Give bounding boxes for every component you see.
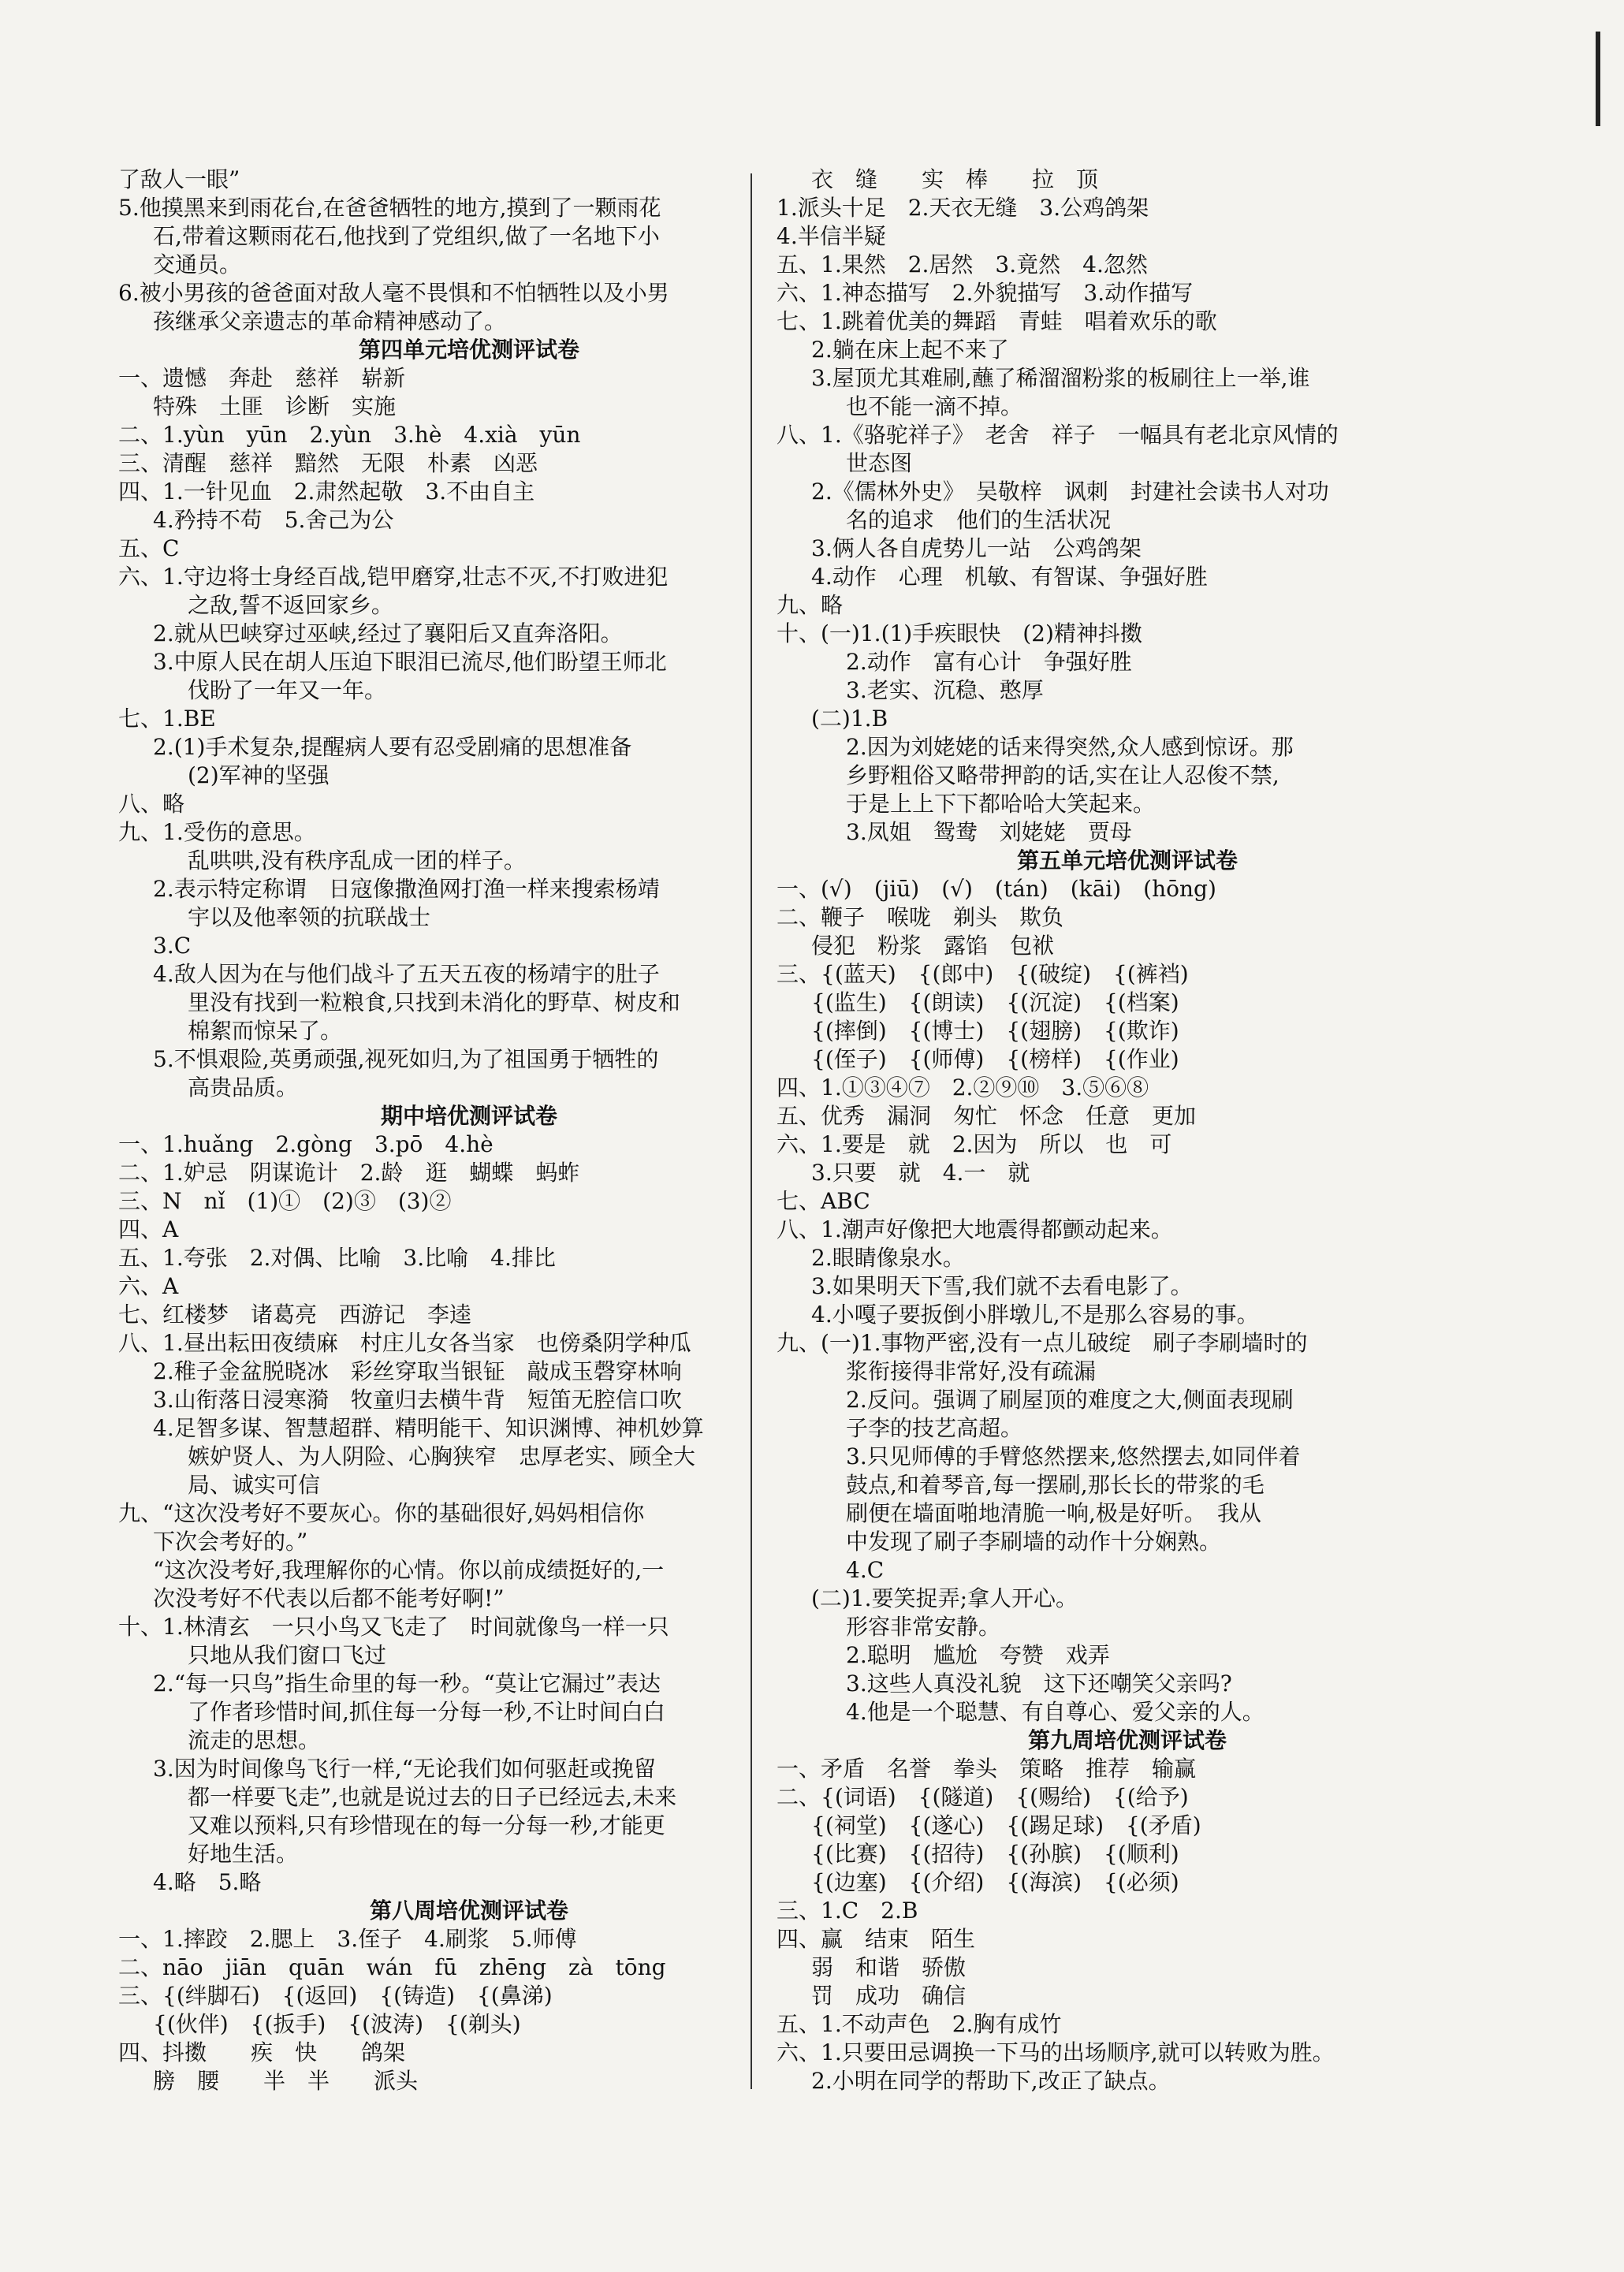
answer-line: 六、1.要是 就 2.因为 所以 也 可 bbox=[777, 1131, 1172, 1157]
answer-line: 六、1.只要田忌调换一下马的出场顺序,就可以转败为胜。 bbox=[777, 2039, 1335, 2065]
answer-line: 宇以及他率领的抗联战士 bbox=[188, 904, 431, 930]
answer-line: 2.聪明 尴尬 夸赞 戏弄 bbox=[846, 1642, 1110, 1668]
answer-line: 了作者珍惜时间,抓住每一分每一秒,不让时间白白 bbox=[188, 1699, 665, 1725]
answer-line: 4.略 5.略 bbox=[153, 1869, 262, 1895]
answer-line: 局、诚实可信 bbox=[188, 1472, 321, 1498]
answer-line: 1.派头十足 2.天衣无缝 3.公鸡鸽架 bbox=[777, 195, 1149, 221]
answer-line: 3.屋顶尤其难刷,蘸了稀溜溜粉浆的板刷往上一举,谁 bbox=[811, 365, 1310, 391]
answer-line: 高贵品质。 bbox=[188, 1075, 299, 1101]
answer-line: 八、略 bbox=[118, 791, 185, 817]
answer-line: 3.因为时间像鸟飞行一样,“无论我们如何驱赶或挽留 bbox=[153, 1756, 656, 1782]
answer-line: 4.半信半疑 bbox=[777, 223, 886, 249]
answer-line: 五、C bbox=[118, 535, 180, 561]
answer-line: 九、“这次没考好不要灰心。你的基础很好,妈妈相信你 bbox=[118, 1500, 645, 1526]
answer-line: 4.敌人因为在与他们战斗了五天五夜的杨靖宇的肚子 bbox=[153, 961, 660, 987]
answer-line: 6.被小男孩的爸爸面对敌人毫不畏惧和不怕牺牲以及小男 bbox=[118, 280, 669, 306]
answer-line: 九、略 bbox=[777, 592, 844, 618]
answer-line: 只地从我们窗口飞过 bbox=[188, 1642, 387, 1668]
answer-line: 二、1.妒忌 阴谋诡计 2.龄 逛 蝴蝶 蚂蚱 bbox=[118, 1160, 580, 1186]
answer-line: 4.矜持不苟 5.舍己为公 bbox=[153, 507, 394, 533]
answer-line: 七、红楼梦 诸葛亮 西游记 李逵 bbox=[118, 1302, 472, 1328]
answer-line: 一、1.huǎng 2.gòng 3.pō 4.hè bbox=[118, 1131, 494, 1157]
answer-line: 2.躺在床上起不来了 bbox=[811, 337, 1009, 363]
answer-line: 4.小嘎子要扳倒小胖墩儿,不是那么容易的事。 bbox=[811, 1302, 1259, 1328]
answer-line: 五、1.夸张 2.对偶、比喻 3.比喻 4.排比 bbox=[118, 1245, 556, 1271]
answer-line: 三、清醒 慈祥 黯然 无限 朴素 凶恶 bbox=[118, 450, 538, 476]
answer-line: 四、1.一针见血 2.肃然起敬 3.不由自主 bbox=[118, 479, 535, 505]
answer-line: 三、1.C 2.B bbox=[777, 1898, 918, 1924]
answer-line: 形容非常安静。 bbox=[846, 1614, 1001, 1640]
answer-line: 九、1.受伤的意思。 bbox=[118, 819, 316, 845]
answer-line: 又难以预料,只有珍惜现在的每一分每一秒,才能更 bbox=[188, 1812, 665, 1838]
answer-line: 十、1.林清玄 一只小鸟又飞走了 时间就像鸟一样一只 bbox=[118, 1614, 669, 1640]
answer-line: 也不能一滴不掉。 bbox=[846, 393, 1023, 419]
answer-line: 名的追求 他们的生活状况 bbox=[846, 507, 1112, 533]
answer-line: (2)军神的坚强 bbox=[188, 762, 330, 788]
answer-line: 弱 和谐 骄傲 bbox=[811, 1954, 967, 1980]
answer-line: 浆衔接得非常好,没有疏漏 bbox=[846, 1358, 1096, 1384]
answer-line: 2.“每一只鸟”指生命里的每一秒。“莫让它漏过”表达 bbox=[153, 1670, 661, 1697]
answer-line: 5.他摸黑来到雨花台,在爸爸牺牲的地方,摸到了一颗雨花 bbox=[118, 195, 661, 221]
answer-line: 五、1.果然 2.居然 3.竟然 4.忽然 bbox=[777, 251, 1148, 277]
answer-line: 2.(1)手术复杂,提醒病人要有忍受剧痛的思想准备 bbox=[153, 734, 632, 760]
answer-line: 五、1.不动声色 2.胸有成竹 bbox=[777, 2011, 1062, 2037]
answer-line: 3.俩人各自虎势儿一站 公鸡鸽架 bbox=[811, 535, 1142, 561]
section-title: 第四单元培优测评试卷 bbox=[358, 337, 579, 363]
answer-line: 流走的思想。 bbox=[188, 1727, 321, 1753]
answer-line: 3.C bbox=[153, 933, 192, 959]
answer-line: 七、ABC bbox=[777, 1188, 870, 1214]
answer-line: 了敌人一眼” bbox=[118, 166, 240, 192]
answer-line: 六、1.守边将士身经百战,铠甲磨穿,壮志不灭,不打败进犯 bbox=[118, 564, 669, 590]
answer-line: {(摔倒) {(博士) {(翅膀) {(欺诈) bbox=[811, 1018, 1179, 1044]
answer-line: 下次会考好的。” bbox=[153, 1529, 308, 1555]
answer-line: 二、1.yùn yūn 2.yùn 3.hè 4.xià yūn bbox=[118, 422, 581, 448]
answer-line: 都一样要飞走”,也就是说过去的日子已经远去,未来 bbox=[188, 1784, 677, 1810]
answer-line: 好地生活。 bbox=[188, 1841, 299, 1867]
answer-line: 4.足智多谋、智慧超群、精明能干、知识渊博、神机妙算 bbox=[153, 1415, 704, 1441]
answer-line: 交通员。 bbox=[153, 251, 242, 277]
answer-line: 一、矛盾 名誉 拳头 策略 推荐 输赢 bbox=[777, 1756, 1197, 1782]
answer-line: 5.不惧艰险,英勇顽强,视死如归,为了祖国勇于牺牲的 bbox=[153, 1046, 659, 1072]
section-title: 第五单元培优测评试卷 bbox=[1016, 847, 1238, 873]
answer-line: 嫉妒贤人、为人阴险、心胸狭窄 忠厚老实、顾全大 bbox=[188, 1443, 696, 1469]
answer-line: 2.表示特定称谓 日寇像撒渔网打渔一样来搜索杨靖 bbox=[153, 876, 660, 902]
answer-line: 特殊 土匪 诊断 实施 bbox=[153, 393, 397, 419]
answer-line: {(比赛) {(招待) {(孙膑) {(顺利) bbox=[811, 1841, 1179, 1867]
answer-line: 八、1.《骆驼祥子》 老舍 祥子 一幅具有老北京风情的 bbox=[777, 422, 1339, 448]
answer-line: 2.《儒林外史》 吴敬梓 讽刺 封建社会读书人对功 bbox=[811, 479, 1329, 505]
answer-line: 七、1.跳着优美的舞蹈 青蛙 唱着欢乐的歌 bbox=[777, 308, 1217, 334]
answer-line: 3.这些人真没礼貌 这下还嘲笑父亲吗? bbox=[846, 1670, 1232, 1697]
answer-line: 二、nāo jiān quān wán fū zhēng zà tōng bbox=[118, 1954, 666, 1980]
answer-line: 三、{(绊脚石) {(返回) {(铸造) {(鼻涕) bbox=[118, 1983, 553, 2009]
answer-line: 二、{(词语) {(隧道) {(赐给) {(给予) bbox=[777, 1784, 1189, 1810]
answer-line: 罚 成功 确信 bbox=[811, 1983, 967, 2009]
answer-line: 四、抖擞 疾 快 鸽架 bbox=[118, 2039, 406, 2065]
answer-line: 四、赢 结束 陌生 bbox=[777, 1926, 976, 1952]
answer-line: 2.因为刘姥姥的话来得突然,众人感到惊讶。那 bbox=[846, 734, 1294, 760]
answer-line: 子李的技艺高超。 bbox=[846, 1415, 1023, 1441]
answer-line: 一、(√) (jiū) (√) (tán) (kāi) (hōng) bbox=[777, 876, 1216, 902]
answer-line: {(边塞) {(介绍) {(海滨) {(必须) bbox=[811, 1869, 1179, 1895]
answer-line: (二)1.B bbox=[811, 706, 888, 732]
answer-line: 4.动作 心理 机敏、有智谋、争强好胜 bbox=[811, 564, 1208, 590]
answer-line: 3.老实、沉稳、憨厚 bbox=[846, 677, 1044, 703]
answer-line: 侵犯 粉浆 露馅 包袱 bbox=[811, 933, 1055, 959]
answer-line: 九、(一)1.事物严密,没有一点儿破绽 刷子李刷墙时的 bbox=[777, 1330, 1308, 1356]
answer-line: 石,带着这颗雨花石,他找到了党组织,做了一名地下小 bbox=[153, 223, 660, 249]
column-divider bbox=[751, 173, 752, 2089]
answer-line: 4.C bbox=[846, 1557, 885, 1583]
answer-line: 五、优秀 漏洞 匆忙 怀念 任意 更加 bbox=[777, 1103, 1197, 1129]
answer-line: 十、(一)1.(1)手疾眼快 (2)精神抖擞 bbox=[777, 620, 1142, 646]
answer-line: 伐盼了一年又一年。 bbox=[188, 677, 387, 703]
page-edge-mark bbox=[1596, 32, 1600, 126]
answer-line: (二)1.要笑捉弄;拿人开心。 bbox=[811, 1585, 1078, 1611]
answer-line: 2.动作 富有心计 争强好胜 bbox=[846, 649, 1132, 675]
answer-line: 4.他是一个聪慧、有自尊心、爱父亲的人。 bbox=[846, 1699, 1265, 1725]
answer-line: 一、1.摔跤 2.腮上 3.侄子 4.刷浆 5.师傅 bbox=[118, 1926, 577, 1952]
answer-line: 之敌,誓不返回家乡。 bbox=[188, 592, 393, 618]
answer-line: 3.只见师傅的手臂悠然摆来,悠然摆去,如同伴着 bbox=[846, 1443, 1301, 1469]
answer-line: 二、鞭子 喉咙 剃头 欺负 bbox=[777, 904, 1064, 930]
section-title: 第八周培优测评试卷 bbox=[369, 1898, 568, 1924]
answer-line: 2.就从巴峡穿过巫峡,经过了襄阳后又直奔洛阳。 bbox=[153, 620, 623, 646]
answer-line: 鼓点,和着琴音,每一摆刷,那长长的带浆的毛 bbox=[846, 1472, 1265, 1498]
answer-line: 孩继承父亲遗志的革命精神感动了。 bbox=[153, 308, 507, 334]
answer-line: {(伙伴) {(扳手) {(波涛) {(剃头) bbox=[153, 2011, 521, 2037]
answer-line: 七、1.BE bbox=[118, 706, 216, 732]
answer-line: 3.中原人民在胡人压迫下眼泪已流尽,他们盼望王师北 bbox=[153, 649, 667, 675]
answer-line: 四、1.①③④⑦ 2.②⑨⑩ 3.⑤⑥⑧ bbox=[777, 1075, 1149, 1101]
answer-line: 2.反问。强调了刷屋顶的难度之大,侧面表现刷 bbox=[846, 1387, 1294, 1413]
answer-line: 一、遗憾 奔赴 慈祥 崭新 bbox=[118, 365, 406, 391]
section-title: 期中培优测评试卷 bbox=[380, 1103, 557, 1129]
answer-line: 乱哄哄,没有秩序乱成一团的样子。 bbox=[188, 847, 526, 873]
answer-line: 3.山衔落日浸寒漪 牧童归去横牛背 短笛无腔信口吹 bbox=[153, 1387, 682, 1413]
answer-line: 于是上上下下都哈哈大笑起来。 bbox=[846, 791, 1156, 817]
answer-line: 刷便在墙面啪地清脆一响,极是好听。 我从 bbox=[846, 1500, 1261, 1526]
right-column bbox=[777, 166, 1478, 2095]
section-title: 第九周培优测评试卷 bbox=[1027, 1727, 1227, 1753]
answer-line: 3.如果明天下雪,我们就不去看电影了。 bbox=[811, 1273, 1193, 1299]
left-column bbox=[118, 166, 820, 2095]
answer-line: 膀 腰 半 半 派头 bbox=[153, 2068, 419, 2094]
answer-line: 次没考好不代表以后都不能考好啊!” bbox=[153, 1585, 505, 1611]
answer-line: 衣 缝 实 棒 拉 顶 bbox=[811, 166, 1099, 192]
answer-line: 世态图 bbox=[846, 450, 913, 476]
answer-line: {(祠堂) {(遂心) {(踢足球) {(矛盾) bbox=[811, 1812, 1201, 1838]
answer-line: {(侄子) {(师傅) {(榜样) {(作业) bbox=[811, 1046, 1179, 1072]
answer-line: 六、A bbox=[118, 1273, 179, 1299]
answer-line: 三、{(蓝天) {(郎中) {(破绽) {(裤裆) bbox=[777, 961, 1189, 987]
answer-line: 乡野粗俗又略带押韵的话,实在让人忍俊不禁, bbox=[846, 762, 1279, 788]
answer-line: 棉絮而惊呆了。 bbox=[188, 1018, 343, 1044]
answer-line: 中发现了刷子李刷墙的动作十分娴熟。 bbox=[846, 1529, 1222, 1555]
answer-line: 3.只要 就 4.一 就 bbox=[811, 1160, 1030, 1186]
answer-line: 八、1.昼出耘田夜绩麻 村庄儿女各当家 也傍桑阴学种瓜 bbox=[118, 1330, 691, 1356]
answer-line: 八、1.潮声好像把大地震得都颤动起来。 bbox=[777, 1216, 1173, 1242]
answer-line: 六、1.神态描写 2.外貌描写 3.动作描写 bbox=[777, 280, 1194, 306]
answer-line: 2.小明在同学的帮助下,改正了缺点。 bbox=[811, 2068, 1171, 2094]
answer-line: 三、N nǐ (1)① (2)③ (3)② bbox=[118, 1188, 452, 1214]
answer-line: 3.凤姐 鸳鸯 刘姥姥 贾母 bbox=[846, 819, 1132, 845]
answer-line: 里没有找到一粒粮食,只找到未消化的野草、树皮和 bbox=[188, 989, 680, 1015]
answer-line: 2.稚子金盆脱晓冰 彩丝穿取当银钲 敲成玉磬穿林响 bbox=[153, 1358, 682, 1384]
answer-line: {(监生) {(朗读) {(沉淀) {(档案) bbox=[811, 989, 1179, 1015]
answer-line: 四、A bbox=[118, 1216, 179, 1242]
answer-line: 2.眼睛像泉水。 bbox=[811, 1245, 965, 1271]
answer-line: “这次没考好,我理解你的心情。你以前成绩挺好的,一 bbox=[153, 1557, 665, 1583]
